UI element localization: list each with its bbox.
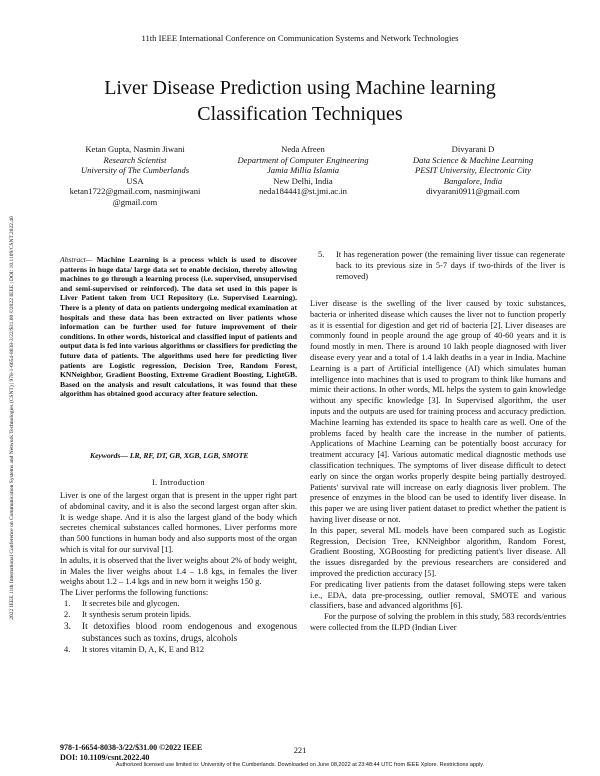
section-heading: I. Introduction bbox=[152, 478, 205, 487]
author-role: Research Scientist bbox=[103, 154, 167, 165]
author-name: Ketan Gupta, Nasmin Jiwani bbox=[85, 144, 185, 154]
author-email[interactable]: ketan1722@gmail.com, nasminjiwani bbox=[69, 186, 201, 197]
paper-title bbox=[40, 75, 560, 127]
body-paragraph: For predicating liver patients from the dataset following steps were taken i.e., EDA, data pre-processing, outlier removal, SMOTE and various classifiers, base and advanced algorithms [6]. bbox=[310, 579, 566, 611]
abstract bbox=[60, 255, 297, 399]
intro-text bbox=[60, 491, 297, 655]
body-paragraph: For the purpose of solving the problem in this study, 583 records/entries were collected from the ILPD (Indian Liver bbox=[310, 612, 566, 632]
author-location: USA bbox=[126, 175, 144, 186]
title-line-1: Liver Disease Prediction using Machine learning bbox=[104, 77, 496, 99]
body-paragraph: Liver disease is the swelling of the liver caused by toxic substances, bacteria or inherited disease which causes the liver not to function properly as it is essential for digestion and get rid of bacteria [2]. Liver diseases are commonly found in people around the age group of 40-60 years and it is found mostly in men. There is around 10 lakh people diagnosed with liver disease every year and a total of 1.4 lakh deaths in a year in India. Machine Learning is a part of Artificial intelligence (AI) which simulates human intelligence into machines that is used to program to think like humans and mimic their actions. In other words, ML helps the system to gain knowledge without any specific knowledge [3]. In Supervised algorithm, the user inputs and the outputs are used for training process and accuracy prediction. Machine learning has extended its space to health care as well. One of the problems faced by health care the increase in the number of patients. Applications of Machine Learning can be potentially boost accuracy for treatment accuracy [4]. Various automatic medical diagnostic methods use classification techniques. The symptoms of liver disease difficult to detect early on since the organ works properly despite being partially destroyed. Patients' survival rate will increase on early diagnosis liver problem. The presence of enzymes in the blood can be used to identify liver disease. In this paper we are using liver patient dataset to predict whether the patient is having liver disease or not. bbox=[310, 299, 566, 524]
intro-paragraph: Liver is one of the largest organ that is present in the upper right part of abdominal cavity, and it is also the second largest organ after skin. It is wedge shape. And it is also the largest gland of the body which secretes chemical substances called hormones. Liver performs more than 500 functions in human body and also supports most of the organ which is vital for our survival [1]. bbox=[60, 491, 297, 554]
author-email[interactable]: divyarani0911@gmail.com bbox=[426, 186, 520, 197]
abstract-text: Machine Learning is a process which is used to discover patterns in huge data/ large data set to enable decision, thereby allowing machines to go through a learning process (i.e. supervised, unsupervised and semi-supervised or reinforced). The data set used in this paper is Liver Patient taken from UCI Repository (i.e. Supervised Learning). There is a plenty of data on patients undergoing medical examination at hospitals and these data has been extracted on liver patients whose information can be further used for future improvement of their conditions. In other words, historical and classified input of patients and output data is fed into various algorithms or classifiers for predicting the future data of patients. The algorithms used here for predicting liver patients are Logistic regression, Decision Tree, Random Forest, KNNeighbor, Gradient Boosting, Extreme Gradient Boosting, LightGB. Based on the analysis and result calculations, it was found that these algorithm has obtained good accuracy after feature selection. bbox=[60, 255, 297, 399]
author-role: Data Science & Machine Learning bbox=[412, 154, 534, 165]
list-item: 4. It stores vitamin D, A, K, E and B12 bbox=[64, 644, 205, 654]
author-block-2 bbox=[228, 144, 378, 197]
author-role: Department of Computer Engineering bbox=[237, 154, 369, 165]
list-item: 3. It detoxifies blood room endogenous and exogenous substances such as toxins, drugs, alcohols bbox=[64, 621, 297, 644]
keywords: Keywords— LR, RF, DT, GB, XGB, LGB, SMOTE bbox=[90, 451, 249, 460]
author-email[interactable]: neda184441@st.jmi.ac.in bbox=[259, 186, 347, 197]
footer-isbn: 978-1-6654-8038-3/22/$31.00 ©2022 IEEE bbox=[60, 743, 203, 752]
author-location: Bangalore, India bbox=[443, 175, 503, 186]
author-org: PESIT University, Electronic City bbox=[415, 165, 531, 176]
functions-list bbox=[60, 599, 297, 655]
title-line-2: Classification Techniques bbox=[197, 103, 403, 125]
body-paragraph: In this paper, several ML models have been compared such as Logistic Regression, Decision Tree, KNNeighbor algorithm, Random Forest, Gradient Boosting, XGBoosting for predicting patient's liver disease. All the issues disregarded by the previous researchers are considered and improved the prediction accuracy [5]. bbox=[310, 525, 566, 578]
intro-paragraph: In adults, it is observed that the liver weighs about 2% of body weight, in Males the liver weighs about 1.4 – 1.8 kgs, in females the liver weighs about 1.2 – 1.4 kgs and in new born it weighs 150 g. bbox=[60, 555, 298, 587]
author-org: University of The Cumberlands bbox=[80, 165, 190, 176]
author-block-3 bbox=[398, 144, 548, 197]
author-org: Jamia Millia Islamia bbox=[266, 165, 340, 176]
license-notice: Authorized licensed use limited to: University of the Cumberlands. Downloaded on June 08,2022 at 23:48:44 UTC from IEEE Xplore. Restrictions apply. bbox=[115, 762, 485, 768]
footer-doi[interactable]: DOI: 10.1109/csnt.2022.40 bbox=[60, 753, 150, 762]
function-5 bbox=[310, 250, 565, 282]
list-item: 2. It synthesis serum protein lipids. bbox=[64, 609, 192, 619]
author-name: Divyarani D bbox=[451, 144, 495, 154]
author-name: Neda Afreen bbox=[281, 144, 325, 154]
doi-sidebar bbox=[6, 108, 18, 728]
conference-header: 11th IEEE International Conference on Communication Systems and Network Technologies bbox=[141, 33, 459, 43]
author-block-1 bbox=[60, 144, 210, 208]
page-number: 221 bbox=[293, 746, 307, 755]
author-email-cont[interactable]: @gmail.com bbox=[112, 196, 158, 207]
intro-paragraph: The Liver performs the following functions: bbox=[60, 588, 209, 598]
list-item: 1. It secretes bile and glycogen. bbox=[64, 598, 180, 608]
sidebar-text: 2022 IEEE 11th International Conference on Communication Systems and Network Technologies (CSNT) | 978-1-6654-8038-3/22/$31.00 ©2022 IEEE | DOI: 10.1109/CSNT.2022.40 bbox=[9, 216, 15, 620]
right-column-text bbox=[310, 299, 566, 634]
abstract-label: Abstract— bbox=[60, 255, 93, 264]
list-item: 5. It has regeneration power (the remaining liver tissue can regenerate back to its previous size in 5-7 days if two-thirds of the liver is removed) bbox=[318, 250, 565, 281]
author-location: New Delhi, India bbox=[273, 175, 333, 186]
